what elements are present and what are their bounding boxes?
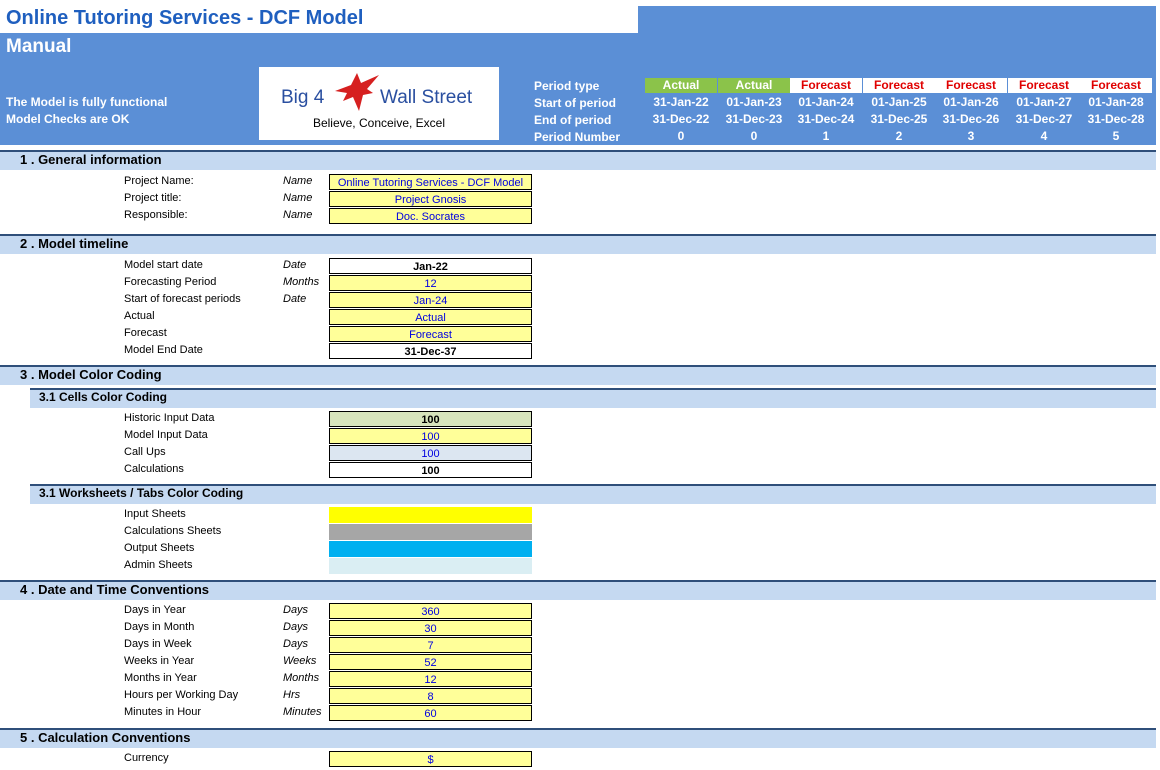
logo-text-right: Wall Street bbox=[380, 87, 473, 108]
section-title-datetime: 4 . Date and Time Conventions bbox=[20, 582, 210, 597]
row-unit: Minutes bbox=[283, 706, 322, 718]
row-label: Currency bbox=[124, 752, 169, 764]
page-title: Online Tutoring Services - DCF Model bbox=[6, 7, 364, 29]
input-cell[interactable]: Project Gnosis bbox=[329, 191, 532, 207]
period-start-cell: 01-Jan-24 bbox=[798, 95, 854, 109]
row-label: Model start date bbox=[124, 259, 203, 271]
period-number-label: Period Number bbox=[534, 130, 621, 144]
period-type-cell: Actual bbox=[645, 78, 717, 93]
row-label: Hours per Working Day bbox=[124, 689, 239, 701]
color-swatch bbox=[329, 541, 532, 557]
period-start-cell: 01-Jan-23 bbox=[726, 95, 782, 109]
period-number-cell: 3 bbox=[967, 129, 975, 143]
period-number-cell: 0 bbox=[677, 129, 685, 143]
input-cell[interactable]: Forecast bbox=[329, 326, 532, 342]
row-label: Forecasting Period bbox=[124, 276, 217, 288]
row-label: Output Sheets bbox=[124, 542, 195, 554]
period-type-cell: Forecast bbox=[1008, 78, 1080, 93]
period-number-cell: 4 bbox=[1040, 129, 1048, 143]
row-unit: Days bbox=[283, 638, 309, 650]
input-cell[interactable]: 30 bbox=[329, 620, 532, 636]
row-unit: Name bbox=[283, 175, 313, 187]
row-label: Admin Sheets bbox=[124, 559, 193, 571]
row-label: Days in Year bbox=[124, 604, 186, 616]
end-period-label: End of period bbox=[534, 113, 612, 127]
subsection-title-tabs: 3.1 Worksheets / Tabs Color Coding bbox=[39, 486, 244, 500]
row-label: Calculations bbox=[124, 463, 184, 475]
section-title-calc: 5 . Calculation Conventions bbox=[20, 730, 191, 745]
row-label: Days in Month bbox=[124, 621, 195, 633]
logo-tagline: Believe, Conceive, Excel bbox=[312, 116, 446, 130]
row-label: Input Sheets bbox=[124, 508, 186, 520]
section-bar bbox=[0, 365, 1156, 385]
row-label: Historic Input Data bbox=[124, 412, 215, 424]
row-unit: Hrs bbox=[283, 689, 301, 701]
period-end-cell: 31-Dec-25 bbox=[870, 112, 928, 126]
period-start-cell: 31-Jan-22 bbox=[653, 95, 709, 109]
subsection-bar bbox=[30, 388, 1156, 408]
row-label: Project title: bbox=[124, 192, 182, 204]
input-cell[interactable]: 60 bbox=[329, 705, 532, 721]
row-label: Responsible: bbox=[124, 209, 188, 221]
status-checks: Model Checks are OK bbox=[6, 112, 130, 126]
status-functional: The Model is fully functional bbox=[6, 95, 168, 109]
row-unit: Months bbox=[283, 276, 320, 288]
input-cell[interactable]: Online Tutoring Services - DCF Model bbox=[329, 174, 532, 190]
period-start-cell: 01-Jan-25 bbox=[871, 95, 927, 109]
row-label: Months in Year bbox=[124, 672, 197, 684]
period-start-cell: 01-Jan-26 bbox=[943, 95, 999, 109]
period-type-cell: Forecast bbox=[790, 78, 862, 93]
period-end-cell: 31-Dec-23 bbox=[725, 112, 783, 126]
row-unit: Months bbox=[283, 672, 320, 684]
row-label: Project Name: bbox=[124, 175, 194, 187]
section-bar bbox=[0, 150, 1156, 170]
input-cell[interactable]: 8 bbox=[329, 688, 532, 704]
color-swatch bbox=[329, 524, 532, 540]
row-unit: Days bbox=[283, 604, 309, 616]
row-unit: Name bbox=[283, 209, 313, 221]
input-cell[interactable]: 12 bbox=[329, 275, 532, 291]
subsection-title-cells: 3.1 Cells Color Coding bbox=[39, 390, 168, 404]
logo-text-left: Big 4 bbox=[281, 87, 325, 108]
section-title-general: 1 . General information bbox=[20, 152, 162, 167]
period-end-cell: 31-Dec-26 bbox=[942, 112, 1000, 126]
input-cell[interactable]: 7 bbox=[329, 637, 532, 653]
row-label: Forecast bbox=[124, 327, 167, 339]
input-cell[interactable]: $ bbox=[329, 751, 532, 767]
section-title-color-coding: 3 . Model Color Coding bbox=[20, 367, 162, 382]
period-number-cell: 1 bbox=[822, 129, 830, 143]
period-start-cell: 01-Jan-27 bbox=[1016, 95, 1072, 109]
mode-label: Manual bbox=[6, 36, 72, 57]
row-unit: Weeks bbox=[283, 655, 317, 667]
color-swatch bbox=[329, 558, 532, 574]
period-type-cell: Forecast bbox=[935, 78, 1007, 93]
period-end-cell: 31-Dec-28 bbox=[1087, 112, 1145, 126]
row-label: Model End Date bbox=[124, 344, 203, 356]
period-end-cell: 31-Dec-27 bbox=[1015, 112, 1073, 126]
period-number-cell: 2 bbox=[895, 129, 903, 143]
input-cell[interactable]: 360 bbox=[329, 603, 532, 619]
period-number-cell: 5 bbox=[1112, 129, 1120, 143]
input-cell[interactable]: Actual bbox=[329, 309, 532, 325]
period-number-cell: 0 bbox=[750, 129, 758, 143]
input-cell[interactable]: 52 bbox=[329, 654, 532, 670]
row-label: Call Ups bbox=[124, 446, 166, 458]
row-label: Model Input Data bbox=[124, 429, 208, 441]
input-cell[interactable]: 100 bbox=[329, 445, 532, 461]
input-cell[interactable]: 31-Dec-37 bbox=[329, 343, 532, 359]
period-end-cell: 31-Dec-22 bbox=[652, 112, 710, 126]
row-unit: Days bbox=[283, 621, 309, 633]
row-unit: Name bbox=[283, 192, 313, 204]
input-cell[interactable]: 100 bbox=[329, 462, 532, 478]
period-type-cell: Actual bbox=[718, 78, 790, 93]
row-unit: Date bbox=[283, 259, 307, 271]
header-band-top bbox=[638, 6, 1156, 33]
input-cell[interactable]: Doc. Socrates bbox=[329, 208, 532, 224]
period-type-cell: Forecast bbox=[863, 78, 935, 93]
row-label: Start of forecast periods bbox=[124, 293, 241, 305]
row-label: Actual bbox=[124, 310, 155, 322]
row-label: Days in Week bbox=[124, 638, 192, 650]
period-start-cell: 01-Jan-28 bbox=[1088, 95, 1144, 109]
section-title-timeline: 2 . Model timeline bbox=[20, 236, 129, 251]
period-type-label: Period type bbox=[534, 79, 600, 93]
input-cell[interactable]: Jan-24 bbox=[329, 292, 532, 308]
company-logo bbox=[259, 67, 499, 140]
input-cell[interactable]: 100 bbox=[329, 428, 532, 444]
eagle-icon bbox=[333, 71, 383, 115]
section-bar bbox=[0, 234, 1156, 254]
input-cell[interactable]: Jan-22 bbox=[329, 258, 532, 274]
period-end-cell: 31-Dec-24 bbox=[797, 112, 855, 126]
period-type-cell: Forecast bbox=[1080, 78, 1152, 93]
row-unit: Date bbox=[283, 293, 307, 305]
input-cell[interactable]: 12 bbox=[329, 671, 532, 687]
row-label: Weeks in Year bbox=[124, 655, 195, 667]
row-label: Calculations Sheets bbox=[124, 525, 222, 537]
start-period-label: Start of period bbox=[534, 96, 617, 110]
row-label: Minutes in Hour bbox=[124, 706, 202, 718]
color-swatch bbox=[329, 507, 532, 523]
input-cell[interactable]: 100 bbox=[329, 411, 532, 427]
